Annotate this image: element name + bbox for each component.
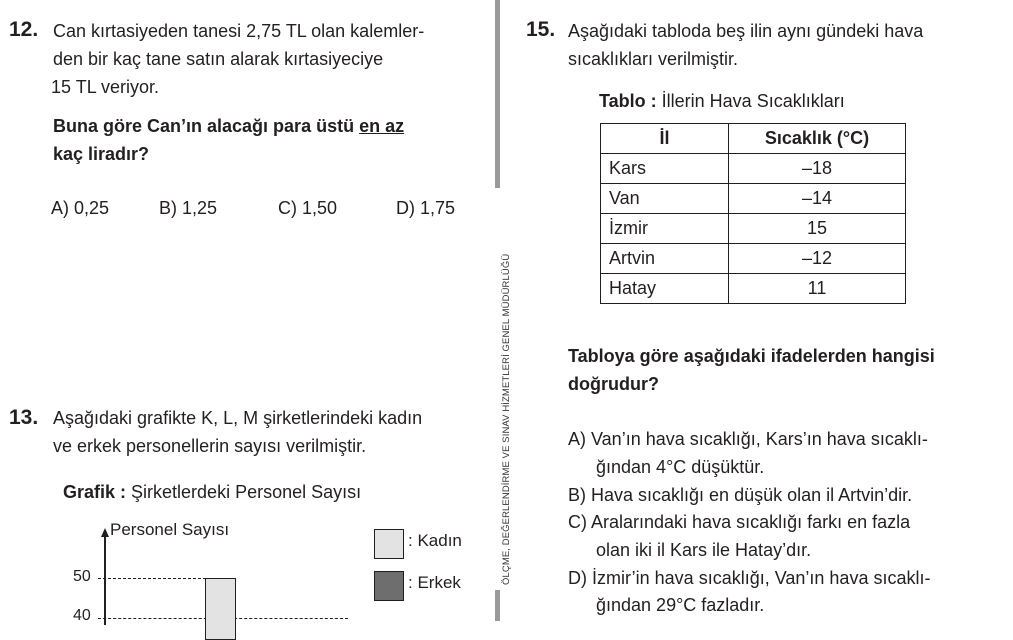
- legend-swatch-erkek: [374, 571, 404, 601]
- option-c[interactable]: C) 1,50: [278, 198, 338, 218]
- y-axis-label: Personel Sayısı: [110, 520, 230, 539]
- table-cell: 15: [729, 214, 906, 244]
- question-text-line: 15 TL veriyor.: [51, 77, 160, 97]
- table-header: İl: [601, 124, 729, 154]
- table-caption: [599, 87, 845, 115]
- table-cell: Artvin: [601, 244, 729, 274]
- question-text-line: Can kırtasiyeden tanesi 2,75 TL olan kalemler-: [53, 21, 425, 41]
- table-cell: Van: [601, 184, 729, 214]
- table-cell: Hatay: [601, 274, 729, 304]
- question-prompt-line2: kaç liradır?: [53, 144, 150, 164]
- question-prompt-line2: doğrudur?: [568, 374, 659, 394]
- table-cell: –18: [729, 154, 906, 184]
- table-row: [601, 244, 906, 274]
- legend-label-kadin: : Kadın: [408, 531, 462, 550]
- chart-caption-text: Şirketlerdeki Personel Sayısı: [126, 482, 362, 502]
- table-row: [601, 184, 906, 214]
- table-row: [601, 214, 906, 244]
- option-d-line2: ğından 29°C fazladır.: [596, 595, 765, 615]
- option-c-line1: C) Aralarındaki hava sıcaklığı farkı en fazla: [568, 512, 911, 532]
- temperature-table: [600, 123, 906, 304]
- sidebar-vertical-text: ÖLÇME, DEĞERLENDİRME VE SINAV HİZMETLERİ GENEL MÜDÜRLÜĞÜ: [501, 253, 512, 585]
- option-d-line1: D) İzmir’in hava sıcaklığı, Van’ın hava sıcaklı-: [568, 568, 931, 588]
- table-cell: –12: [729, 244, 906, 274]
- table-row: [601, 274, 906, 304]
- table-cell: Kars: [601, 154, 729, 184]
- question-number: 13.: [9, 406, 39, 429]
- question-text-line: den bir kaç tane satın alarak kırtasiyeciye: [53, 49, 384, 69]
- option-a[interactable]: A) 0,25: [51, 198, 110, 218]
- legend-label-erkek: : Erkek: [408, 573, 461, 592]
- chart-caption: [63, 478, 361, 506]
- question-text-line: sıcaklıkları verilmiştir.: [568, 49, 739, 69]
- option-a-line2: ğından 4°C düşüktür.: [596, 457, 765, 477]
- question-prompt: Tabloya göre aşağıdaki ifadelerden hangisi: [568, 346, 935, 366]
- question-number: 12.: [9, 18, 39, 41]
- question-text-line: Aşağıdaki tabloda beş ilin aynı gündeki hava: [568, 21, 924, 41]
- table-header: Sıcaklık (°C): [729, 124, 906, 154]
- option-b[interactable]: B) 1,25: [159, 198, 218, 218]
- legend-swatch-kadin: [374, 529, 404, 559]
- table-cell: –14: [729, 184, 906, 214]
- table-caption-label: Tablo :: [599, 91, 657, 111]
- question-prompt-text: Buna göre Can’ın alacağı para üstü: [53, 116, 360, 136]
- gridline-50: [98, 578, 206, 579]
- question-text-line: Aşağıdaki grafikte K, L, M şirketlerindeki kadın: [53, 408, 423, 428]
- question-number: 15.: [526, 18, 556, 41]
- question-prompt: [53, 112, 404, 140]
- question-prompt-underline: en az: [359, 116, 405, 136]
- question-text-line: ve erkek personellerin sayısı verilmiştir.: [53, 436, 367, 456]
- table-row: [601, 154, 906, 184]
- y-tick-label: 50: [73, 568, 91, 585]
- table-cell: 11: [729, 274, 906, 304]
- y-axis: [104, 535, 106, 625]
- y-tick-label: 40: [73, 607, 91, 624]
- chart-caption-label: Grafik :: [63, 482, 127, 502]
- option-d[interactable]: D) 1,75: [396, 198, 456, 218]
- option-b-line1: B) Hava sıcaklığı en düşük olan il Artvin’dir.: [568, 485, 913, 505]
- table-cell: İzmir: [601, 214, 729, 244]
- table-caption-text: İllerin Hava Sıcaklıkları: [656, 91, 845, 111]
- option-c-line2: olan iki il Kars ile Hatay’dır.: [596, 540, 812, 560]
- option-a-line1: A) Van’ın hava sıcaklığı, Kars’ın hava sıcaklı-: [568, 429, 928, 449]
- bar-kadin: [205, 578, 236, 640]
- table-header-row: [601, 124, 906, 154]
